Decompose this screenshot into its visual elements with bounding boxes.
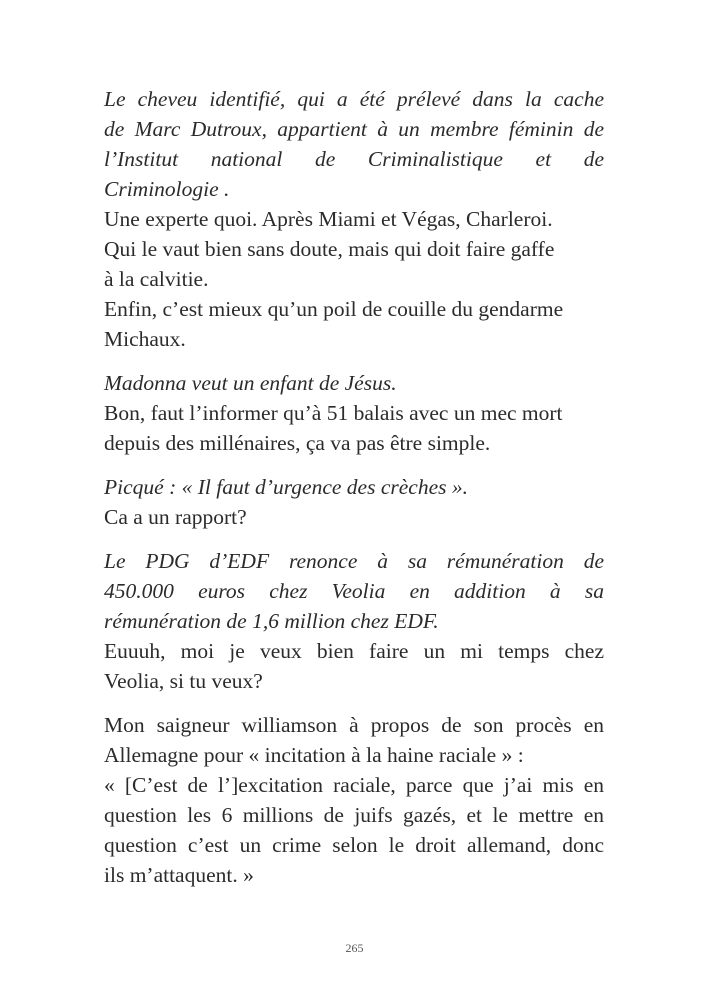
comment-line: Allemagne pour « incitation à la haine raciale » : — [104, 743, 524, 767]
comment-line: question c’est un crime selon le droit allemand, donc — [104, 833, 604, 857]
page-body — [104, 84, 604, 904]
quote-line: Madonna veut un enfant de Jésus. — [104, 371, 397, 395]
quote-line: rémunération de 1,6 million chez EDF. — [104, 609, 439, 633]
quote-line: Picqué : « Il faut d’urgence des crèches ». — [104, 475, 468, 499]
quote-line: l’Institut national de Criminalistique et de — [104, 147, 604, 171]
entry-edf — [104, 546, 604, 696]
entry-dutroux — [104, 84, 604, 354]
quote-line: de Marc Dutroux, appartient à un membre féminin de — [104, 117, 604, 141]
entry-madonna — [104, 368, 604, 458]
comment-line: Mon saigneur williamson à propos de son procès en — [104, 713, 604, 737]
comment-line: Euuuh, moi je veux bien faire un mi temps chez — [104, 639, 604, 663]
quote-line: 450.000 euros chez Veolia en addition à sa — [104, 579, 604, 603]
page-number: 265 — [345, 941, 364, 955]
quote-line: Le cheveu identifié, qui a été prélevé dans la cache — [104, 87, 604, 111]
comment-line: question les 6 millions de juifs gazés, et le mettre en — [104, 803, 604, 827]
comment-line: depuis des millénaires, ça va pas être simple. — [104, 431, 491, 455]
comment-line: à la calvitie. — [104, 267, 209, 291]
comment-line: Une experte quoi. Après Miami et Végas, Charleroi. — [104, 207, 553, 231]
comment-line: Bon, faut l’informer qu’à 51 balais avec un mec mort — [104, 401, 563, 425]
comment-line: Ca a un rapport? — [104, 505, 247, 529]
entry-williamson — [104, 710, 604, 890]
comment-line: Veolia, si tu veux? — [104, 669, 263, 693]
quote-line: Criminologie . — [104, 177, 230, 201]
entry-picque — [104, 472, 604, 532]
comment-line: ils m’attaquent. » — [104, 863, 254, 887]
comment-line: Qui le vaut bien sans doute, mais qui doit faire gaffe — [104, 237, 555, 261]
comment-line: Michaux. — [104, 327, 186, 351]
comment-line: Enfin, c’est mieux qu’un poil de couille du gendarme — [104, 297, 564, 321]
comment-line: « [C’est de l’]excitation raciale, parce que j’ai mis en — [104, 773, 604, 797]
quote-line: Le PDG d’EDF renonce à sa rémunération de — [104, 549, 604, 573]
